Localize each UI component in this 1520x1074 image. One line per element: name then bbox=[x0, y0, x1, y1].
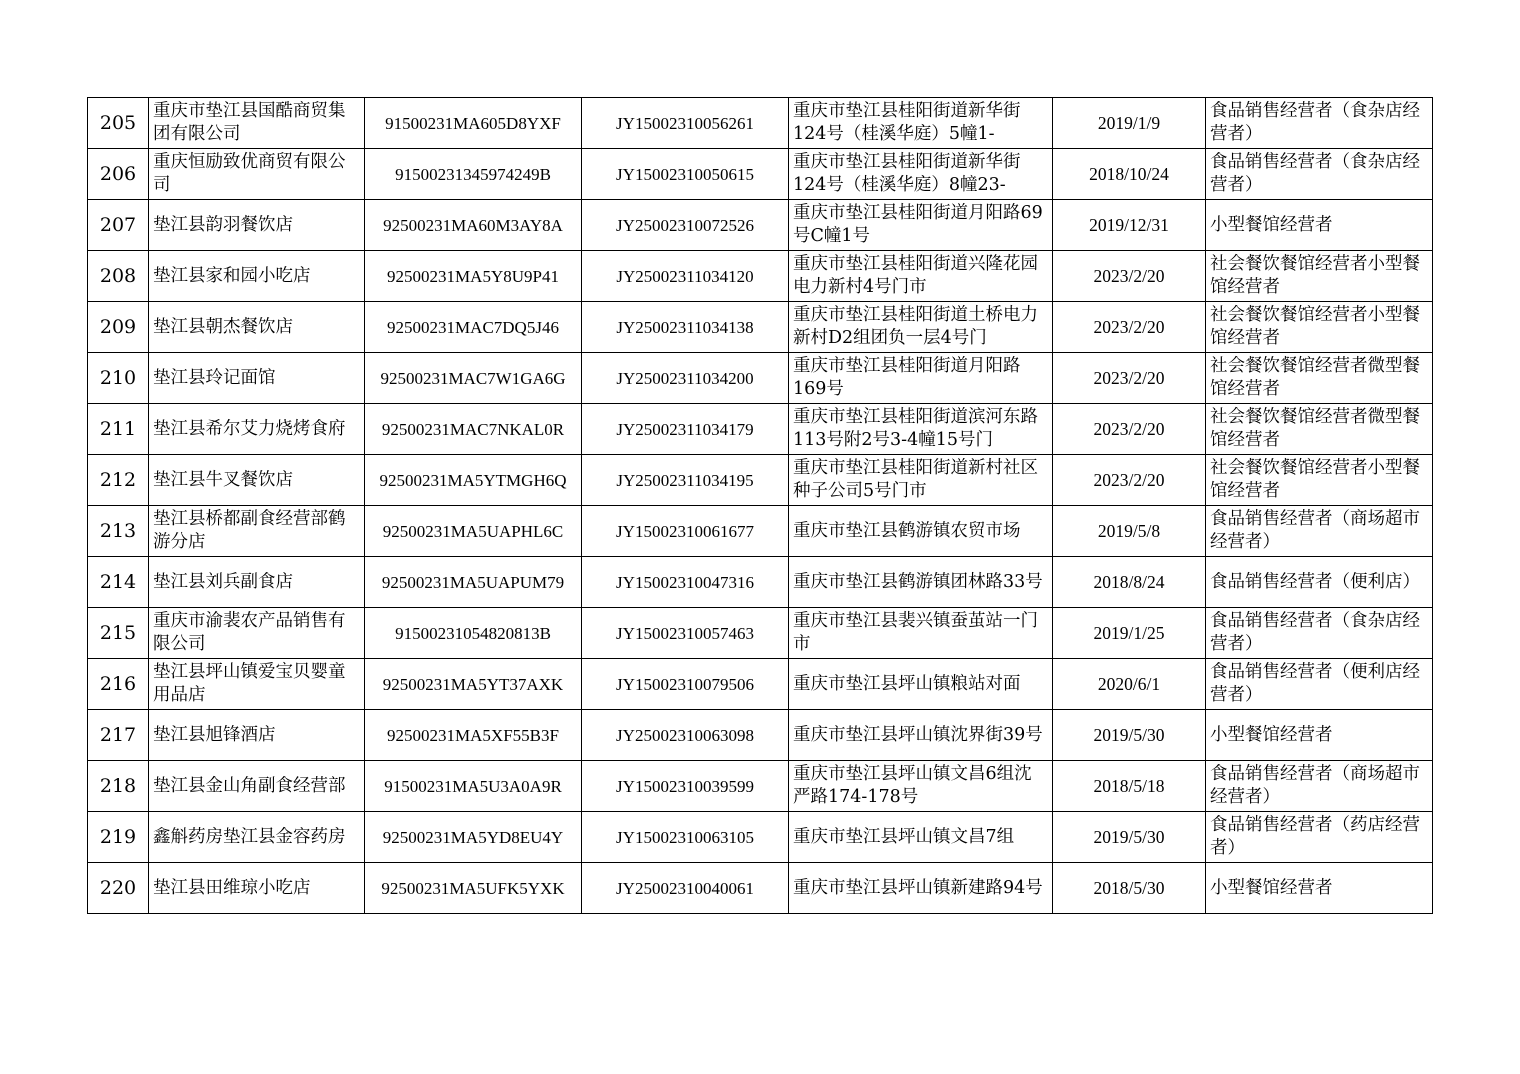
row-number-cell: 220 bbox=[88, 863, 149, 914]
license-number-cell: JY15002310063105 bbox=[582, 812, 789, 863]
license-number-cell: JY15002310056261 bbox=[582, 98, 789, 149]
business-type-cell: 食品销售经营者（食杂店经营者） bbox=[1206, 149, 1433, 200]
business-type-cell: 食品销售经营者（商场超市经营者） bbox=[1206, 761, 1433, 812]
business-address-cell: 重庆市垫江县坪山镇沈界街39号 bbox=[789, 710, 1053, 761]
issue-date-cell: 2019/5/30 bbox=[1053, 710, 1206, 761]
business-type-cell: 食品销售经营者（便利店） bbox=[1206, 557, 1433, 608]
credit-code-cell: 91500231054820813B bbox=[365, 608, 582, 659]
table-row bbox=[88, 608, 1433, 659]
issue-date-cell: 2019/5/8 bbox=[1053, 506, 1206, 557]
table-row bbox=[88, 200, 1433, 251]
row-number-cell: 207 bbox=[88, 200, 149, 251]
business-name-cell: 垫江县牛叉餐饮店 bbox=[149, 455, 365, 506]
business-type-cell: 小型餐馆经营者 bbox=[1206, 863, 1433, 914]
license-number-cell: JY15002310079506 bbox=[582, 659, 789, 710]
row-number-cell: 208 bbox=[88, 251, 149, 302]
business-type-cell: 食品销售经营者（便利店经营者） bbox=[1206, 659, 1433, 710]
business-name-cell: 垫江县朝杰餐饮店 bbox=[149, 302, 365, 353]
business-type-cell: 食品销售经营者（商场超市经营者） bbox=[1206, 506, 1433, 557]
business-address-cell: 重庆市垫江县裴兴镇蚕茧站一门市 bbox=[789, 608, 1053, 659]
row-number-cell: 213 bbox=[88, 506, 149, 557]
issue-date-cell: 2019/1/9 bbox=[1053, 98, 1206, 149]
business-name-cell: 垫江县韵羽餐饮店 bbox=[149, 200, 365, 251]
table-body bbox=[88, 98, 1433, 914]
row-number-cell: 218 bbox=[88, 761, 149, 812]
table-row bbox=[88, 404, 1433, 455]
license-number-cell: JY25002310072526 bbox=[582, 200, 789, 251]
business-name-cell: 垫江县希尔艾力烧烤食府 bbox=[149, 404, 365, 455]
business-address-cell: 重庆市垫江县坪山镇粮站对面 bbox=[789, 659, 1053, 710]
table-row bbox=[88, 761, 1433, 812]
issue-date-cell: 2023/2/20 bbox=[1053, 455, 1206, 506]
business-name-cell: 垫江县桥都副食经营部鹤游分店 bbox=[149, 506, 365, 557]
license-number-cell: JY15002310057463 bbox=[582, 608, 789, 659]
table-row bbox=[88, 455, 1433, 506]
license-number-cell: JY25002311034195 bbox=[582, 455, 789, 506]
credit-code-cell: 91500231MA5U3A0A9R bbox=[365, 761, 582, 812]
table-row bbox=[88, 557, 1433, 608]
issue-date-cell: 2019/12/31 bbox=[1053, 200, 1206, 251]
row-number-cell: 206 bbox=[88, 149, 149, 200]
credit-code-cell: 92500231MA5Y8U9P41 bbox=[365, 251, 582, 302]
license-number-cell: JY25002311034200 bbox=[582, 353, 789, 404]
license-number-cell: JY25002311034179 bbox=[582, 404, 789, 455]
business-license-table bbox=[87, 97, 1433, 914]
row-number-cell: 216 bbox=[88, 659, 149, 710]
issue-date-cell: 2023/2/20 bbox=[1053, 302, 1206, 353]
business-name-cell: 重庆市垫江县国酷商贸集团有限公司 bbox=[149, 98, 365, 149]
business-name-cell: 垫江县玲记面馆 bbox=[149, 353, 365, 404]
credit-code-cell: 92500231MA5YT37AXK bbox=[365, 659, 582, 710]
credit-code-cell: 92500231MAC7W1GA6G bbox=[365, 353, 582, 404]
table-row bbox=[88, 659, 1433, 710]
business-address-cell: 重庆市垫江县桂阳街道滨河东路113号附2号3-4幢15号门 bbox=[789, 404, 1053, 455]
business-address-cell: 重庆市垫江县桂阳街道土桥电力新村D2组团负一层4号门 bbox=[789, 302, 1053, 353]
business-address-cell: 重庆市垫江县鹤游镇农贸市场 bbox=[789, 506, 1053, 557]
row-number-cell: 210 bbox=[88, 353, 149, 404]
business-address-cell: 重庆市垫江县坪山镇文昌7组 bbox=[789, 812, 1053, 863]
business-type-cell: 社会餐饮餐馆经营者小型餐馆经营者 bbox=[1206, 302, 1433, 353]
business-name-cell: 垫江县坪山镇爱宝贝婴童用品店 bbox=[149, 659, 365, 710]
business-type-cell: 食品销售经营者（药店经营者） bbox=[1206, 812, 1433, 863]
business-name-cell: 重庆恒励致优商贸有限公司 bbox=[149, 149, 365, 200]
license-number-cell: JY25002311034120 bbox=[582, 251, 789, 302]
credit-code-cell: 92500231MAC7NKAL0R bbox=[365, 404, 582, 455]
issue-date-cell: 2020/6/1 bbox=[1053, 659, 1206, 710]
business-type-cell: 食品销售经营者（食杂店经营者） bbox=[1206, 608, 1433, 659]
business-address-cell: 重庆市垫江县桂阳街道新华街124号（桂溪华庭）8幢23- bbox=[789, 149, 1053, 200]
business-name-cell: 重庆市渝裴农产品销售有限公司 bbox=[149, 608, 365, 659]
business-address-cell: 重庆市垫江县坪山镇新建路94号 bbox=[789, 863, 1053, 914]
row-number-cell: 211 bbox=[88, 404, 149, 455]
issue-date-cell: 2023/2/20 bbox=[1053, 353, 1206, 404]
credit-code-cell: 92500231MA5UAPUM79 bbox=[365, 557, 582, 608]
business-type-cell: 社会餐饮餐馆经营者微型餐馆经营者 bbox=[1206, 404, 1433, 455]
business-type-cell: 社会餐饮餐馆经营者小型餐馆经营者 bbox=[1206, 251, 1433, 302]
business-name-cell: 垫江县田维琼小吃店 bbox=[149, 863, 365, 914]
license-number-cell: JY25002310063098 bbox=[582, 710, 789, 761]
issue-date-cell: 2019/5/30 bbox=[1053, 812, 1206, 863]
table-row bbox=[88, 98, 1433, 149]
table-row bbox=[88, 710, 1433, 761]
credit-code-cell: 92500231MA5YTMGH6Q bbox=[365, 455, 582, 506]
table-row bbox=[88, 149, 1433, 200]
license-number-cell: JY25002310040061 bbox=[582, 863, 789, 914]
business-type-cell: 小型餐馆经营者 bbox=[1206, 710, 1433, 761]
table-row bbox=[88, 251, 1433, 302]
license-number-cell: JY25002311034138 bbox=[582, 302, 789, 353]
credit-code-cell: 92500231MA60M3AY8A bbox=[365, 200, 582, 251]
license-number-cell: JY15002310050615 bbox=[582, 149, 789, 200]
business-address-cell: 重庆市垫江县桂阳街道新村社区种子公司5号门市 bbox=[789, 455, 1053, 506]
business-address-cell: 重庆市垫江县桂阳街道月阳路69号C幢1号 bbox=[789, 200, 1053, 251]
table-row bbox=[88, 302, 1433, 353]
issue-date-cell: 2019/1/25 bbox=[1053, 608, 1206, 659]
table-row bbox=[88, 812, 1433, 863]
issue-date-cell: 2018/5/30 bbox=[1053, 863, 1206, 914]
business-type-cell: 社会餐饮餐馆经营者微型餐馆经营者 bbox=[1206, 353, 1433, 404]
license-number-cell: JY15002310039599 bbox=[582, 761, 789, 812]
credit-code-cell: 92500231MA5UAPHL6C bbox=[365, 506, 582, 557]
business-name-cell: 垫江县旭锋酒店 bbox=[149, 710, 365, 761]
license-number-cell: JY15002310061677 bbox=[582, 506, 789, 557]
row-number-cell: 205 bbox=[88, 98, 149, 149]
license-number-cell: JY15002310047316 bbox=[582, 557, 789, 608]
row-number-cell: 209 bbox=[88, 302, 149, 353]
issue-date-cell: 2023/2/20 bbox=[1053, 251, 1206, 302]
credit-code-cell: 91500231345974249B bbox=[365, 149, 582, 200]
business-type-cell: 小型餐馆经营者 bbox=[1206, 200, 1433, 251]
business-type-cell: 食品销售经营者（食杂店经营者） bbox=[1206, 98, 1433, 149]
credit-code-cell: 92500231MAC7DQ5J46 bbox=[365, 302, 582, 353]
business-address-cell: 重庆市垫江县坪山镇文昌6组沈严路174-178号 bbox=[789, 761, 1053, 812]
row-number-cell: 212 bbox=[88, 455, 149, 506]
row-number-cell: 217 bbox=[88, 710, 149, 761]
row-number-cell: 219 bbox=[88, 812, 149, 863]
business-name-cell: 鑫斛药房垫江县金容药房 bbox=[149, 812, 365, 863]
business-name-cell: 垫江县家和园小吃店 bbox=[149, 251, 365, 302]
business-name-cell: 垫江县金山角副食经营部 bbox=[149, 761, 365, 812]
business-address-cell: 重庆市垫江县鹤游镇团林路33号 bbox=[789, 557, 1053, 608]
business-address-cell: 重庆市垫江县桂阳街道月阳路169号 bbox=[789, 353, 1053, 404]
issue-date-cell: 2018/10/24 bbox=[1053, 149, 1206, 200]
credit-code-cell: 92500231MA5UFK5YXK bbox=[365, 863, 582, 914]
credit-code-cell: 91500231MA605D8YXF bbox=[365, 98, 582, 149]
issue-date-cell: 2018/8/24 bbox=[1053, 557, 1206, 608]
credit-code-cell: 92500231MA5YD8EU4Y bbox=[365, 812, 582, 863]
issue-date-cell: 2023/2/20 bbox=[1053, 404, 1206, 455]
row-number-cell: 215 bbox=[88, 608, 149, 659]
table-row bbox=[88, 863, 1433, 914]
table-row bbox=[88, 506, 1433, 557]
business-address-cell: 重庆市垫江县桂阳街道兴隆花园电力新村4号门市 bbox=[789, 251, 1053, 302]
table-row bbox=[88, 353, 1433, 404]
row-number-cell: 214 bbox=[88, 557, 149, 608]
credit-code-cell: 92500231MA5XF55B3F bbox=[365, 710, 582, 761]
issue-date-cell: 2018/5/18 bbox=[1053, 761, 1206, 812]
business-name-cell: 垫江县刘兵副食店 bbox=[149, 557, 365, 608]
business-address-cell: 重庆市垫江县桂阳街道新华街124号（桂溪华庭）5幢1- bbox=[789, 98, 1053, 149]
business-type-cell: 社会餐饮餐馆经营者小型餐馆经营者 bbox=[1206, 455, 1433, 506]
